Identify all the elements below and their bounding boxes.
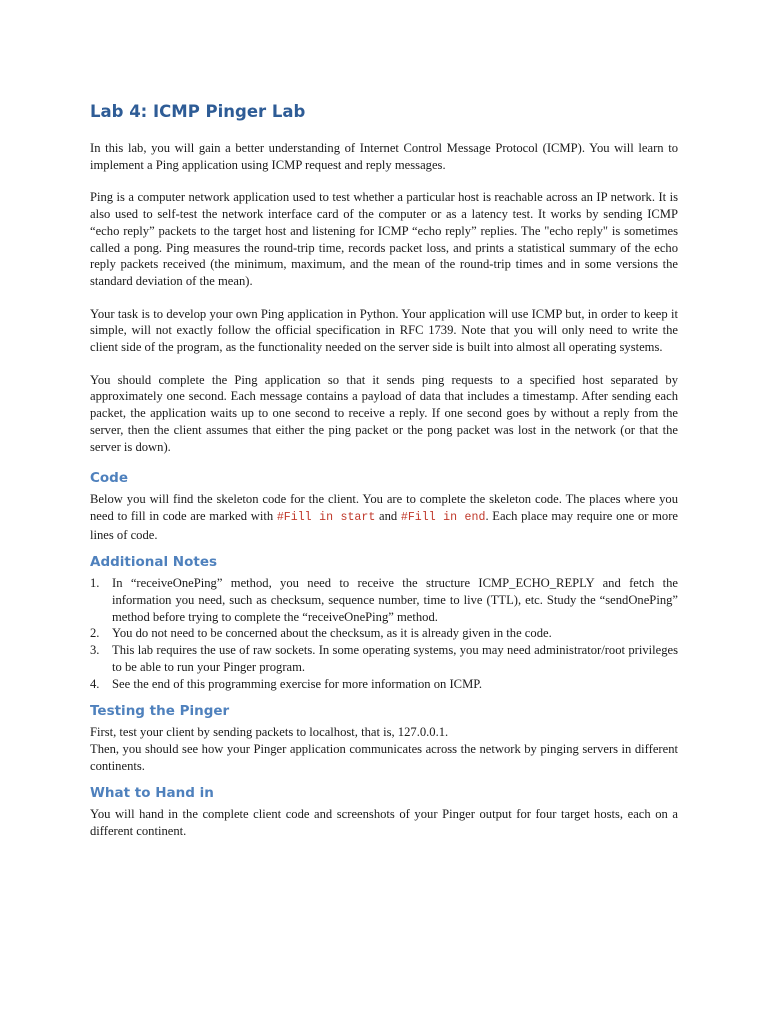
code-heading: Code [90,470,129,487]
code-paragraph [90,491,678,543]
notes-list [90,575,678,692]
handin-paragraph: You will hand in the complete client code and screenshots of your Pinger output for four target hosts, each on a different continent. [90,807,678,839]
list-item-text: You do not need to be concerned about the checksum, as it is already given in the code. [112,626,552,641]
document-page [90,100,678,840]
list-item [90,625,678,642]
notes-section [90,552,678,692]
list-item-number: 1. [90,576,100,591]
list-item-text: See the end of this programming exercise for more information on ICMP. [112,676,483,691]
fill-in-start-marker: #Fill in start [276,510,376,524]
testing-line-2: Then, you should see how your Pinger application communicates across the network by pinging servers in different continents. [90,741,678,773]
list-item-text: In “receiveOnePing” method, you need to receive the structure ICMP_ECHO_REPLY and fetch the information you need, such as checksum, sequence number, time to live (TTL), etc. Study the “sendOnePing” method before trying to complete the “receiveOnePing” method. [112,576,678,624]
intro-paragraph-4: You should complete the Ping application so that it sends ping requests to a specified host separated by approximately one second. Each message contains a payload of data that includes a timestamp. After sending each packet, the application waits up to one second to receive a reply. If one second goes by without a reply from the server, then the client assumes that either the ping packet or the pong packet was lost in the network (or that the server is down). [90,372,678,454]
code-text-1: Below you will find the skeleton code for the client. You are to complete the skeleton code. The places where you need to fill in code are marked with [90,492,678,523]
testing-line-1: First, test your client by sending packets to localhost, that is, 127.0.0.1. [90,725,449,740]
list-item [90,676,678,693]
list-item-text: This lab requires the use of raw sockets. In some operating systems, you may need administrator/root privileges to be able to run your Pinger program. [112,643,678,674]
handin-heading: What to Hand in [90,785,214,802]
list-item-number: 4. [90,676,100,691]
testing-section [90,701,678,774]
intro-paragraph-3: Your task is to develop your own Ping application in Python. Your application will use ICMP but, in order to keep it simple, will not exactly follow the official specification in RFC 1739. Note that you will only need to write the client side of the program, as the functionality needed on the server side is built into almost all operating systems. [90,306,678,355]
intro-paragraph-2: Ping is a computer network application used to test whether a particular host is reachable across an IP network. It is also used to self-test the network interface card of the computer or as a latency test. It works by sending ICMP “echo reply” packets to the target host and listening for ICMP “echo reply” replies. The "echo reply" is sometimes called a pong. Ping measures the round-trip time, records packet loss, and prints a statistical summary of the echo reply packets received (the minimum, maximum, and the mean of the round-trip times and in some versions the standard deviation of the mean). [90,190,678,288]
testing-heading: Testing the Pinger [90,703,230,720]
list-item [90,575,678,625]
intro-paragraph-1: In this lab, you will gain a better understanding of Internet Control Message Protocol (ICMP). You will learn to implement a Ping application using ICMP request and reply messages. [90,141,678,172]
notes-heading: Additional Notes [90,554,218,571]
list-item [90,642,678,675]
handin-section [90,783,678,839]
page-title: Lab 4: ICMP Pinger Lab [90,102,306,121]
code-section [90,468,678,543]
fill-in-end-marker: #Fill in end [400,510,486,524]
code-text-3: . Each place may require one or more lines of code. [90,508,678,542]
code-text-2: and [375,508,401,523]
list-item-number: 3. [90,643,100,658]
list-item-number: 2. [90,626,100,641]
